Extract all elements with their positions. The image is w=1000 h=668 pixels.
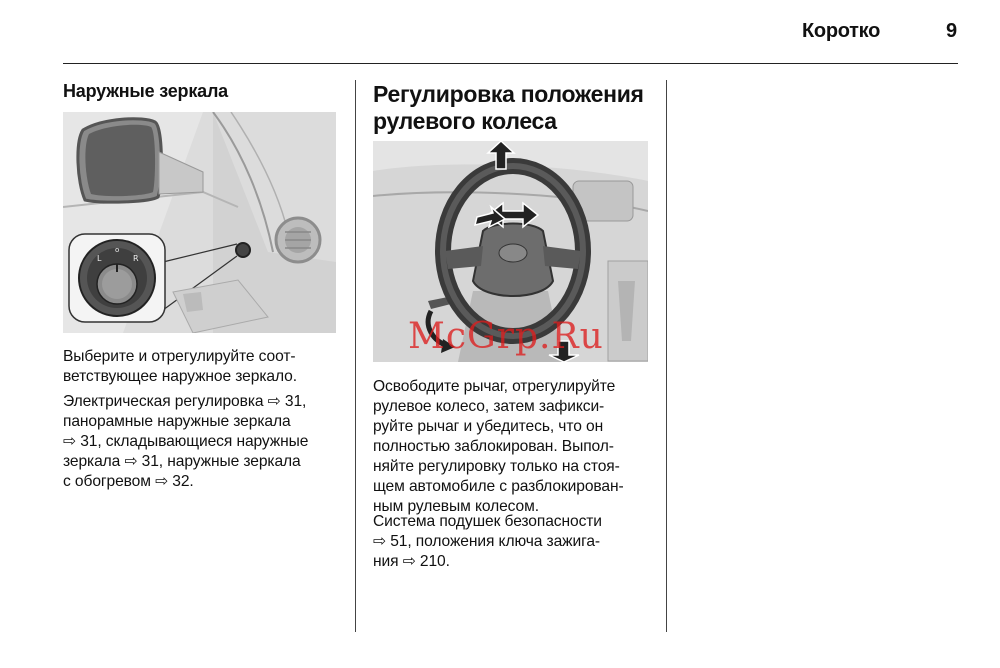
header-divider [63, 63, 958, 64]
mirrors-reference-paragraph [63, 392, 348, 492]
text-line: ветствующее наружное зеркало. [63, 368, 297, 385]
steering-instruction-paragraph [373, 377, 663, 517]
text-line: с обогревом ⇨ 32. [63, 473, 194, 490]
text-line: ным рулевым колесом. [373, 498, 539, 515]
column-divider-1 [355, 80, 356, 632]
mirrors-heading: Наружные зеркала [63, 81, 228, 101]
steering-heading [373, 81, 658, 135]
text-line: полностью заблокирован. Выпол- [373, 438, 614, 455]
text-line: Выберите и отрегулируйте соот- [63, 348, 296, 365]
text-line: рулевое колесо, затем зафикси- [373, 398, 605, 415]
watermark: McGrp.Ru [408, 316, 604, 357]
mirror-selector-left-label: L [97, 254, 102, 263]
text-line: ния ⇨ 210. [373, 553, 450, 570]
header-section-title: Коротко [802, 20, 881, 42]
text-line: Электрическая регулировка ⇨ 31, [63, 393, 307, 410]
mirror-control-illustration [63, 112, 336, 333]
text-line: Система подушек безопасности [373, 513, 602, 530]
mirror-selector-neutral-label: o [115, 246, 120, 254]
column-divider-2 [666, 80, 667, 632]
mirrors-instruction-paragraph [63, 347, 343, 387]
text-line: няйте регулировку только на стоя- [373, 458, 620, 475]
mirror-selector-right-label: R [133, 254, 139, 263]
text-line: панорамные наружные зеркала [63, 413, 291, 430]
heading-line: рулевого колеса [373, 108, 557, 134]
text-line: щем автомобиле с разблокирован- [373, 478, 624, 495]
text-line: Освободите рычаг, отрегулируйте [373, 378, 616, 395]
page-number: 9 [946, 20, 958, 42]
text-line: зеркала ⇨ 31, наружные зеркала [63, 453, 301, 470]
text-line: ⇨ 51, положения ключа зажига- [373, 533, 601, 550]
text-line: руйте рычаг и убедитесь, что он [373, 418, 604, 435]
steering-wheel-illustration [373, 141, 648, 362]
text-line: ⇨ 31, складывающиеся наружные [63, 433, 309, 450]
steering-reference-paragraph [373, 512, 663, 572]
heading-line: Регулировка положения [373, 81, 644, 107]
